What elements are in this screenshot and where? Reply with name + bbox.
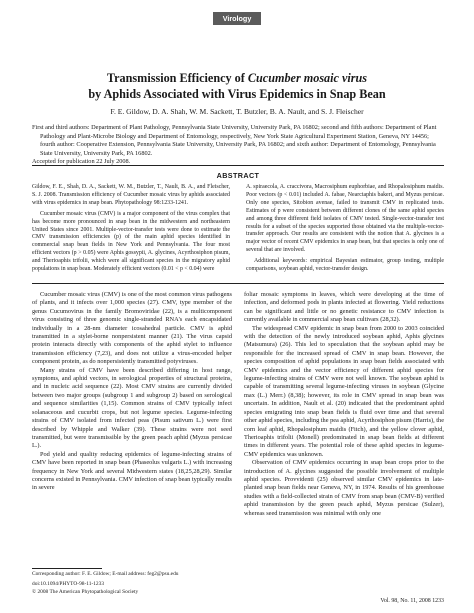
title-virus-name: Cucumber mosaic virus xyxy=(247,71,368,85)
abstract-rule xyxy=(32,283,444,284)
copyright: © 2008 The American Phytopathological Society xyxy=(32,588,139,595)
affiliations-block xyxy=(32,124,444,167)
body-paragraph: Observation of CMV epidemics occurring in snap bean crops prior to the introduction of A. glycines suggested the possible involvement of multiple aphid species. Provvidenti (25) observed similar CMV epidemics in late-planted snap bean fields near Geneva, NY, in 1974. Results of his greenhouse studies with a field-collected strain of CMV from snap bean (CMV-B) verified aphid transmission by the green peach aphid, Myzus persicae (Sulzer), whereas seed transmission was minimal with only one xyxy=(244,459,444,517)
affiliations: First and third authors: Department of Plant Pathology, Pennsylvania State University, University Park, PA 16802; second and fifth authors: Department of Plant Pathology and Plant-Microbe Biology and Department of Entomology, respectively, New York State Agricultural Experiment Station, Geneva, NY 14456; fourth author: Cooperative Extension, Pennsylvania State University, University Park, PA 16802; and sixth author: Department of Entomology, Pennsylvania State University, University Park, PA 16802. xyxy=(32,124,437,157)
abstract-left-column xyxy=(32,184,230,277)
page-citation: Vol. 98, No. 11, 2008 1233 xyxy=(380,598,444,604)
body-paragraph: Cucumber mosaic virus (CMV) is one of the most common virus pathogens of plants, and it infects over 1,000 species (27). CMV, type member of the genus Cucumovirus in the family Bromoviridae (22), is a multicomponent virus consisting of three genomic single-stranded RNA's each encapsidated individually in a 28-nm diameter icosahedral particle. CMV is aphid transmitted in a stylet-borne nonpersistent manner (21). The virus capsid protein interacts directly with components of the aphid stylet to influence transmission efficiency (7,23), and does not utilize a virus-encoded helper component protein, as do nonpersistently transmitted potyviruses. xyxy=(32,291,232,366)
section-label: Virology xyxy=(213,12,261,25)
footnote xyxy=(32,571,242,596)
body-paragraph: Pod yield and quality reducing epidemics of legume-infecting strains of CMV have been reported in snap bean (Phaseolus vulgaris L.) with increasing frequency in New York and several Midwestern states (18,25,28,29). Similar concerns existed in Pennsylvania. CMV infection of snap bean typically results in severe xyxy=(32,450,232,492)
doi: doi:10.1094/PHYTO-98-11-1233 xyxy=(32,581,105,588)
abstract-keywords: Additional keywords: empirical Bayesian estimator, group testing, multiple comparisons, soybean aphid, vector-transfer design. xyxy=(246,258,444,273)
article-title xyxy=(40,70,434,102)
author-list: F. E. Gildow, D. A. Shah, W. M. Sackett, T. Butzler, B. A. Nault, and S. J. Fleischer xyxy=(110,107,364,116)
abstract-right-column xyxy=(246,184,444,277)
body-paragraph: The widespread CMV epidemic in snap bean from 2000 to 2003 coincided with the detection of the newly introduced soybean aphid, Aphis glycines (Matsumura) (26). This led to speculation that the soybean aphid may be responsible for the increased spread of CMV in snap bean. However, the species composition of aphid populations in snap bean fields associated with CMV epidemics and the vector efficiency of different aphid species for legume-infecting strains of CMV were not well known. The soybean aphid is capable of transmitting several legume-infecting viruses in soybean (Glycine max (L.) Merr.) (8,38); however, its role in CMV spread in snap bean was uncertain. In addition, Nault et al. (20) indicated that the predominant aphid species emigrating into snap bean fields is fluid over time and that several other aphid species, including the pea aphid, Acyrthosiphon pisum (Harris), the corn leaf aphid, Rhopalosiphum maidis (Fitch), and the yellow clover aphid, Therioaphis trifolii (Monell) predominated in snap bean fields at different times in different years. The potential role of these aphid species in legume-CMV epidemics was unknown. xyxy=(244,324,444,458)
abstract-paragraph-1: Cucumber mosaic virus (CMV) is a major component of the virus complex that has become more pronounced in snap bean in the midwestern and northeastern United States since 2001. Multiple-vector-transfer tests were done to estimate the CMV transmission efficiencies (p) of the main aphid species identified in commercial snap bean fields in New York and Pennsylvania. The four most efficient vectors (p > 0.05) were Aphis gossypii, A. glycines, Acyrthosiphon pisum, and Therioaphis trifolii, which were all significant species in the migratory aphid populations in snap bean. Moderately efficient vectors (0.01 < p < 0.04) were xyxy=(32,210,230,273)
abstract-paragraph-2: A. spiraecola, A. craccivora, Macrosiphum euphorbiae, and Rhopalosiphum maidis. Poor vectors (p < 0.01) included A. fabae, Nearctaphis bakeri, and Myzus persicae. Only one species, Sitobion avenae, failed to transmit CMV in replicated tests. Estimates of p were consistent between different clones of the same aphid species and among three different field isolates of CMV tested. Single-vector-transfer test results for a subset of the species supported those obtained via the multiple-vector-transfer approach. Our results are consistent with the notion that A. glycines is a major vector of recent CMV epidemics in snap bean, but that species is only one of several that are involved. xyxy=(246,184,444,254)
corresponding-author: Corresponding author: F. E. Gildow; E-mail address: feg2@psu.edu xyxy=(32,571,179,577)
title-line-2: by Aphids Associated with Virus Epidemics in Snap Bean xyxy=(88,87,386,101)
body-paragraph: Many strains of CMV have been described differing in host range, symptoms, and aphid vectors, in serological properties of structural proteins, and in nucleic acid sequence (22). Most CMV strains are currently divided between two major groups (subgroup 1 and subgroup 2) based on serological and sequence similarities (1,15). Common strains of CMV typically infect solanaceous and cucurbit crops, but not legume species. Legume-infecting strains of CMV isolated from infected peas (Pisum sativum L.) were first described by Whipple and Walker (39). These strains were not seed transmitted, but were transmissible by the green peach aphid (Myzus persicae L.). xyxy=(32,366,232,450)
body-paragraph: foliar mosaic symptoms in leaves, which were developing at the time of infection, and deformed pods in plants infected at flowering. Yield reductions can be significant and little or no genetic resistance to CMV infection is currently available in commercial snap bean cultivars (28,32). xyxy=(244,291,444,324)
body-right-column xyxy=(244,291,444,518)
header-rule xyxy=(32,165,444,166)
abstract-citation: Gildow, F. E., Shah, D. A., Sackett, W. M., Butzler, T., Nault, B. A., and Fleischer, S. J. 2008. Transmission efficiency of Cucumber mosaic virus by aphids associated with virus epidemics in snap bean. Phytopathology 98:1233-1241. xyxy=(32,184,230,206)
title-prefix: Transmission Efficiency of xyxy=(106,71,248,85)
accepted-date: Accepted for publication 22 July 2008. xyxy=(32,158,131,166)
body-left-column xyxy=(32,291,232,493)
abstract-heading: ABSTRACT xyxy=(216,171,260,180)
footnote-rule xyxy=(32,568,102,569)
